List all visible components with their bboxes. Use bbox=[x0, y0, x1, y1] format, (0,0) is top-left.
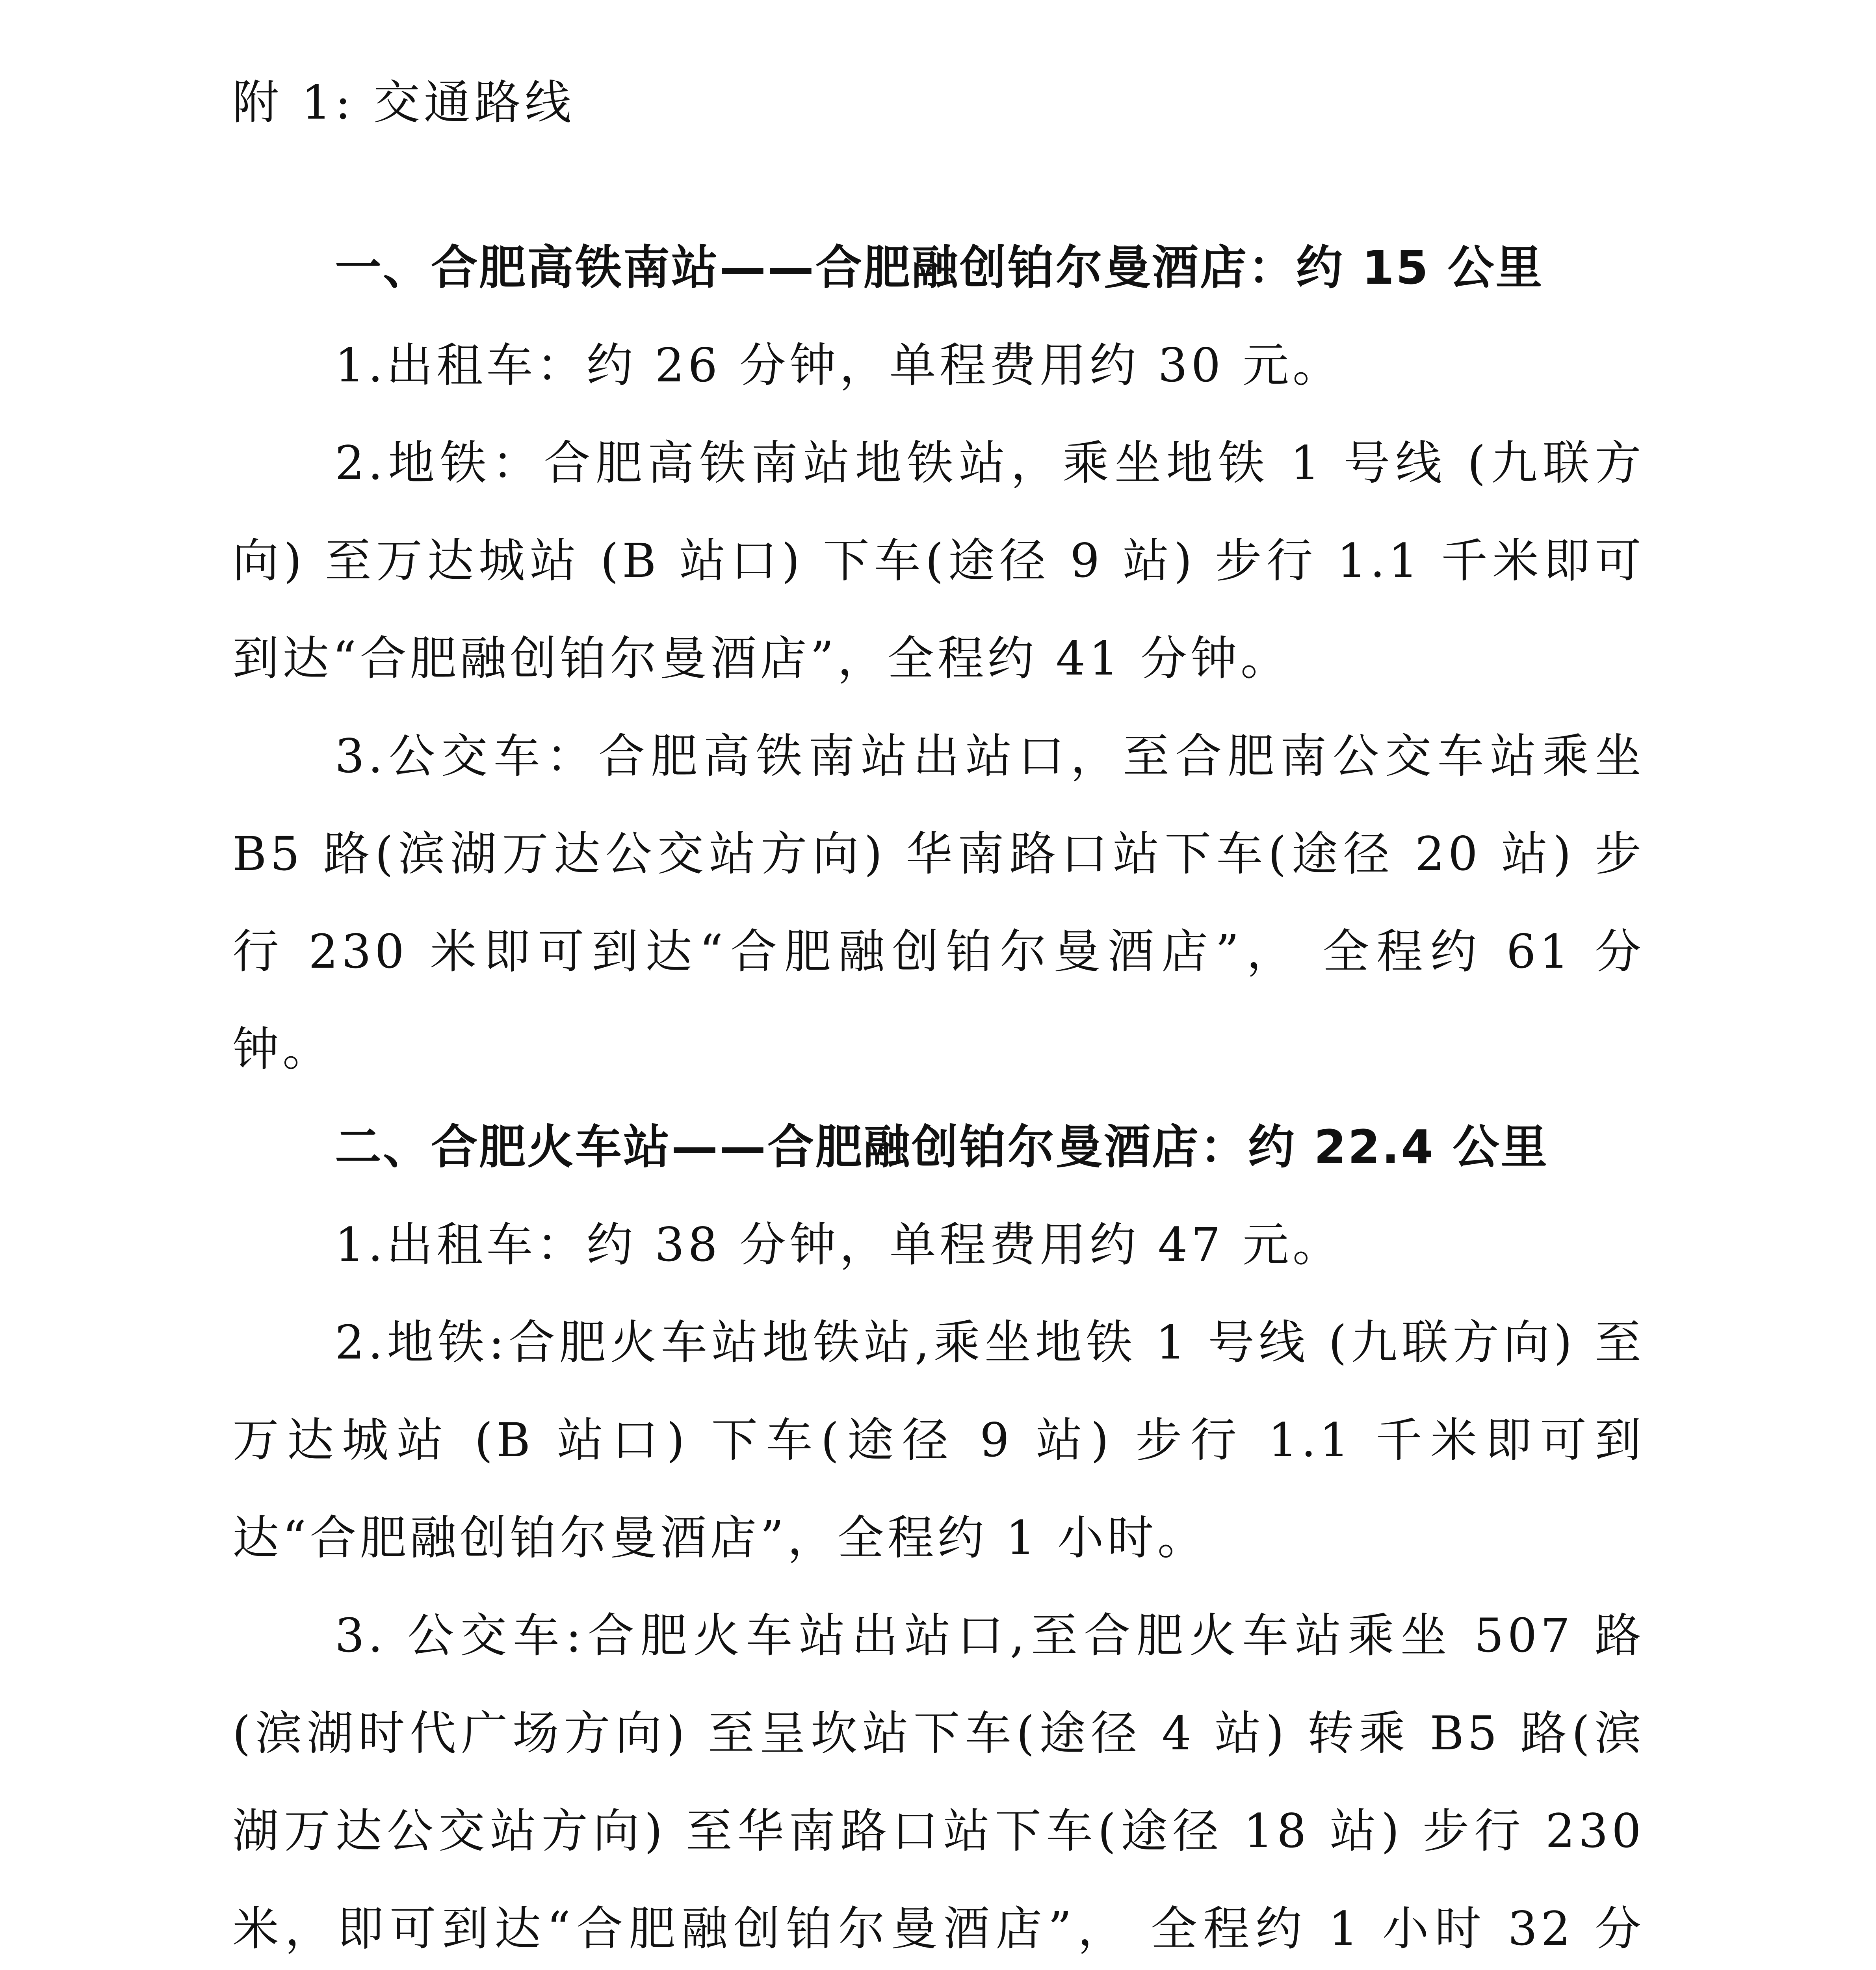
route-item-bus: 3.公交车：合肥高铁南站出站口，至合肥南公交车站乘坐 B5 路(滨湖万达公交站方向) 华南路口站下车(途径 20 站) 步行 230 米即可到达“合肥融创铂尔曼酒店”， 全程约 61 分钟。 bbox=[232, 729, 1645, 1076]
section-heading: 一、合肥高铁南站——合肥融创铂尔曼酒店：约 15 公里 bbox=[335, 240, 1544, 295]
attachment-title: 附 1: 交通路线 bbox=[232, 75, 575, 130]
route-section-railway-station bbox=[232, 1098, 1645, 1970]
route-item-taxi: 1.出租车：约 26 分钟，单程费用约 30 元。 bbox=[335, 338, 1343, 392]
route-section-high-speed-south-station bbox=[232, 219, 1645, 1098]
document-body bbox=[232, 219, 1645, 1970]
route-item-metro: 2.地铁:合肥火车站地铁站,乘坐地铁 1 号线 (九联方向) 至万达城站 (B 站口) 下车(途径 9 站) 步行 1.1 千米即可到达“合肥融创铂尔曼酒店”，全程约 1 小时。 bbox=[232, 1315, 1645, 1565]
section-heading: 二、合肥火车站——合肥融创铂尔曼酒店：约 22.4 公里 bbox=[335, 1120, 1549, 1174]
route-item-bus: 3. 公交车:合肥火车站出站口,至合肥火车站乘坐 507 路(滨湖时代广场方向) 至呈坎站下车(途径 4 站) 转乘 B5 路(滨湖万达公交站方向) 至华南路口站下车(途径 18 站) 步行 230 米，即可到达“合肥融创铂尔曼酒店”， 全程约 1 小时 32 分 bbox=[232, 1608, 1645, 1956]
route-item-metro: 2.地铁：合肥高铁南站地铁站，乘坐地铁 1 号线 (九联方向) 至万达城站 (B 站口) 下车(途径 9 站) 步行 1.1 千米即可到达“合肥融创铂尔曼酒店”，全程约 41 分钟。 bbox=[232, 436, 1645, 686]
route-item-taxi: 1.出租车：约 38 分钟，单程费用约 47 元。 bbox=[335, 1217, 1343, 1272]
